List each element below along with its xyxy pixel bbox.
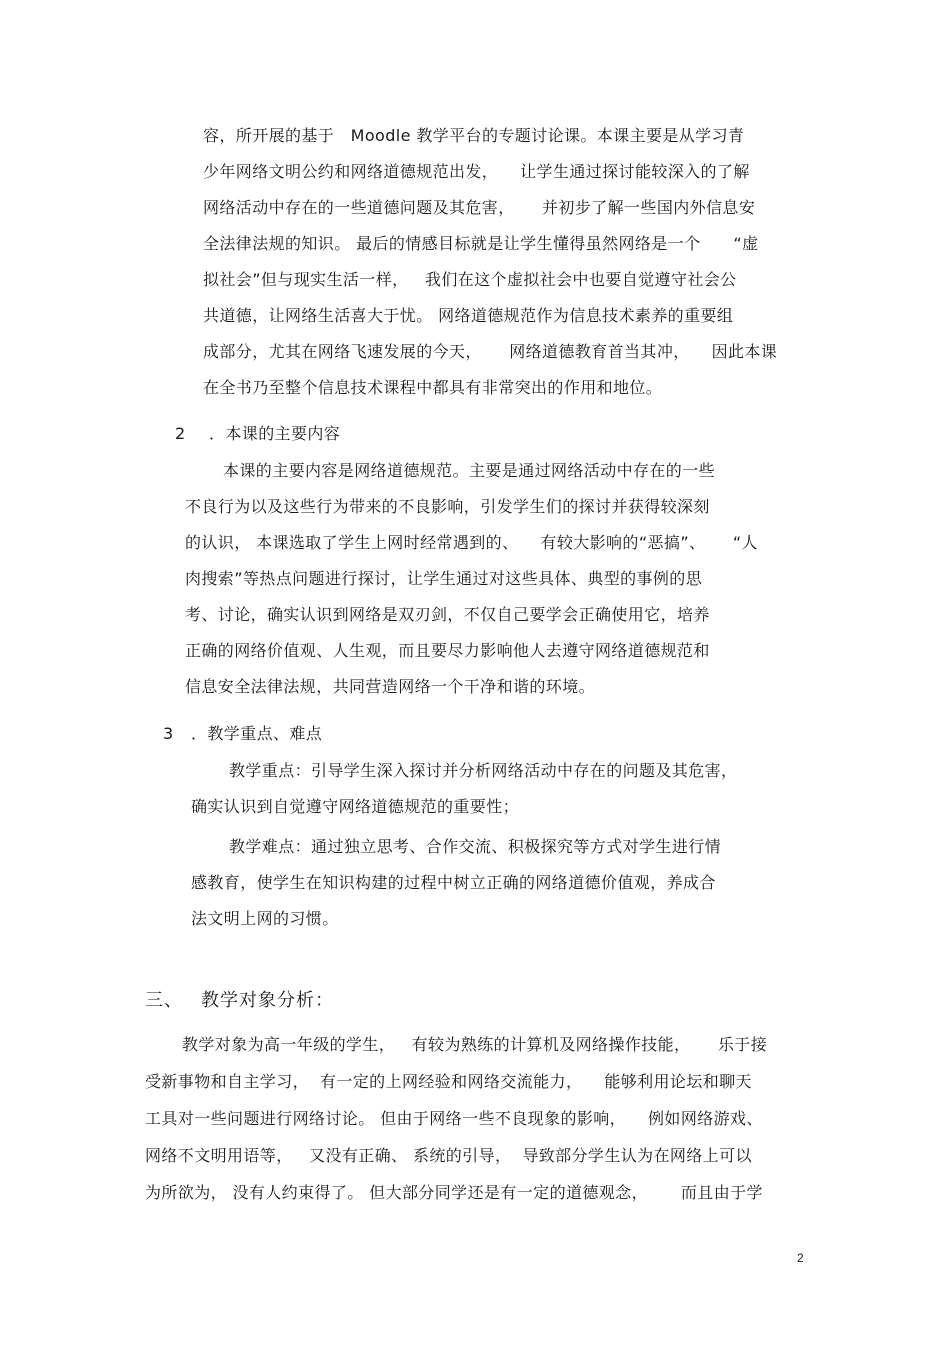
intro-line: 在全书乃至整个信息技术课程中都具有非常突出的作用和地位。	[203, 378, 663, 397]
section3-line: 受新事物和自主学习， 有一定的上网经验和网络交流能力， 能够利用论坛和聊天	[145, 1072, 752, 1091]
item2-line: 正确的网络价值观、人生观，而且要尽力影响他人去遵守网络道德规范和	[185, 641, 710, 660]
item2-number: 2	[175, 424, 186, 443]
intro-line: 网络活动中存在的一些道德问题及其危害， 并初步了解一些国内外信息安	[203, 198, 756, 217]
difficulty-line: 感教育，使学生在知识构建的过程中树立正确的网络道德价值观，养成合	[191, 873, 716, 892]
intro-line: 少年网络文明公约和网络道德规范出发， 让学生通过探讨能较深入的了解	[203, 162, 750, 181]
intro-line: 成部分，尤其在网络飞速发展的今天， 网络道德教育首当其冲， 因此本课	[203, 342, 778, 361]
intro-line: 共道德，让网络生活喜大于忧。 网络道德规范作为信息技术素养的重要组	[203, 306, 734, 325]
intro-line: 拟社会”但与现实生活一样， 我们在这个虚拟社会中也要自觉遵守社会公	[203, 270, 737, 289]
item3-title: ．教学重点、难点	[191, 724, 323, 743]
section3-title: 教学对象分析：	[201, 990, 334, 1011]
item3-number: 3	[163, 724, 174, 743]
item2-line: 肉搜索”等热点问题进行探讨，让学生通过对这些具体、典型的事例的思	[185, 569, 703, 588]
difficulty-line: 法文明上网的习惯。	[191, 909, 339, 928]
intro-line: 全法律法规的知识。 最后的情感目标就是让学生懂得虽然网络是一个 “虚	[203, 234, 759, 253]
page-number: 2	[797, 1251, 804, 1265]
section3-line: 为所欲为， 没有人约束得了。 但大部分同学还是有一定的道德观念， 而且由于学	[145, 1183, 763, 1202]
section3-number: 三、	[145, 990, 183, 1011]
intro-line: 容，所开展的基于 Moodle 教学平台的专题讨论课。本课主要是从学习青	[203, 126, 745, 145]
item2-line: 本课的主要内容是网络道德规范。主要是通过网络活动中存在的一些	[223, 461, 716, 480]
difficulty-line: 教学难点：通过独立思考、合作交流、积极探究等方式对学生进行情	[229, 837, 722, 856]
section3-line: 教学对象为高一年级的学生， 有较为熟练的计算机及网络操作技能， 乐于接	[182, 1035, 768, 1054]
key-point-line: 确实认识到自觉遵守网络道德规范的重要性；	[191, 797, 520, 816]
item2-line: 不良行为以及这些行为带来的不良影响，引发学生们的探讨并获得较深刻	[185, 497, 710, 516]
item2-line: 的认识， 本课选取了学生上网时经常遇到的、 有较大影响的“恶搞”、 “人	[185, 533, 758, 552]
item2-line: 考、讨论，确实认识到网络是双刃剑，不仅自己要学会正确使用它，培养	[185, 605, 710, 624]
item2-title: ．本课的主要内容	[209, 424, 341, 443]
key-point-line: 教学重点：引导学生深入探讨并分析网络活动中存在的问题及其危害，	[229, 761, 738, 780]
section3-line: 网络不文明用语等， 又没有正确、 系统的引导， 导致部分学生认为在网络上可以	[145, 1146, 752, 1165]
section3-line: 工具对一些问题进行网络讨论。 但由于网络一些不良现象的影响， 例如网络游戏、	[145, 1109, 763, 1128]
item2-line: 信息安全法律法规，共同营造网络一个干净和谐的环境。	[185, 677, 596, 696]
